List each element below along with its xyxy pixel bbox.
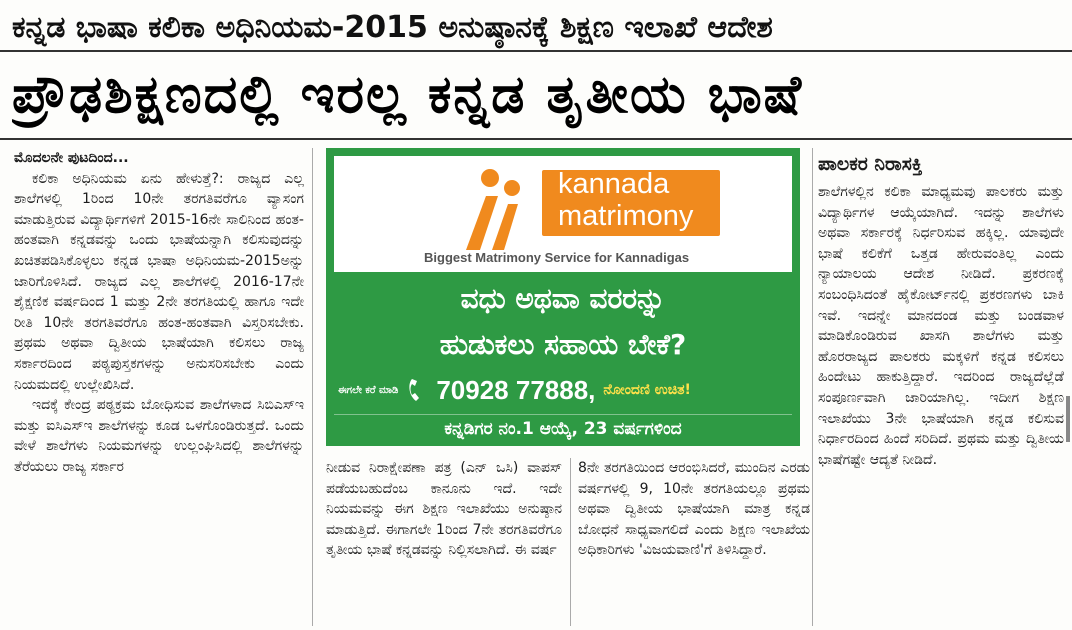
paragraph: ಇದಕ್ಕೆ ಕೇಂದ್ರ ಪಠ್ಯಕ್ರಮ ಬೋಧಿಸುವ ಶಾಲೆಗಳಾದ ಸಿಬಿಎಸ್‌ಇ ಮತ್ತು ಐಸಿಎಸ್‌ಇ ಶಾಲೆಗಳನ್ನು ಕೂಡ ಒಳಗೊಂಡಿರುತ್ತದೆ. ಒಂದು ವೇಳೆ ಶಾಲೆಗಳು ನಿಯಮಗಳನ್ನು ಉಲ್ಲಂಘಿಸಿದಲ್ಲಿ ಶಾಲೆಗಳನ್ನು ತೆರೆಯಲು ರಾಜ್ಯ ಸರ್ಕಾರ	[14, 397, 304, 475]
ad-footer: ಕನ್ನಡಿಗರ ನಂ.1 ಆಯ್ಕೆ, 23 ವರ್ಷಗಳಿಂದ	[334, 414, 792, 443]
ad-logo-panel	[334, 156, 792, 272]
couple-logo-icon	[452, 164, 542, 254]
continued-label: ಮೊದಲನೇ ಪುಟದಿಂದ...	[14, 150, 129, 166]
article-column-4	[818, 150, 1064, 626]
free-registration: ನೋಂದಣಿ ಉಚಿತ!	[603, 382, 691, 398]
phone-icon	[406, 377, 428, 403]
paragraph: 8ನೇ ತರಗತಿಯಿಂದ ಆರಂಭಿಸಿದರೆ, ಮುಂದಿನ ಎರಡು ವರ್ಷಗಳಲ್ಲಿ 9, 10ನೇ ತರಗತಿಯಲ್ಲೂ ಪ್ರಥಮ ಅಥವಾ ದ್ವಿತೀಯ ಭಾಷೆಯಾಗಿ ಮಾತ್ರ ಕನ್ನಡ ಬೋಧನೆ ಸಾಧ್ಯವಾಗಲಿದೆ ಎಂದು ಶಿಕ್ಷಣ ಇಲಾಖೆಯ ಅಧಿಕಾರಿಗಳು 'ವಿಜಯವಾಣಿ'ಗೆ ತಿಳಿಸಿದ್ದಾರೆ.	[578, 460, 810, 559]
phone-number[interactable]: 70928 77888,	[436, 374, 596, 405]
divider-bottom	[0, 138, 1072, 140]
ad-question	[334, 276, 792, 368]
ad-phone-row[interactable]	[334, 370, 792, 410]
call-label: ಈಗಲೇ ಕರೆ ಮಾಡಿ	[338, 384, 399, 396]
kicker-headline: ಕನ್ನಡ ಭಾಷಾ ಕಲಿಕಾ ಅಧಿನಿಯಮ-2015 ಅನುಷ್ಠಾನಕ್ಕೆ ಶಿಕ್ಷಣ ಇಲಾಖೆ ಆದೇಶ	[12, 10, 773, 45]
article-column-1	[14, 148, 304, 626]
advertisement[interactable]	[326, 148, 800, 446]
paragraph: ನೀಡುವ ನಿರಾಕ್ಷೇಪಣಾ ಪತ್ರ (ಎನ್ ಒಸಿ) ವಾಪಸ್ ಪಡೆಯಬಹುದೆಂಬ ಕಾನೂನು ಇದೆ. ಇದೇ ನಿಯಮವನ್ನು ಈಗ ಶಿಕ್ಷಣ ಇಲಾಖೆಯು ಅನುಷ್ಠಾನ ಮಾಡುತ್ತಿದೆ. ಈಗಾಗಲೇ 1ರಿಂದ 7ನೇ ತರಗತಿವರೆಗೂ ತೃತೀಯ ಭಾಷೆ ಕನ್ನಡವನ್ನು ನಿಲ್ಲಿಸಲಾಗಿದೆ. ಈ ವರ್ಷ	[326, 460, 562, 559]
brand-name	[544, 168, 724, 232]
article-column-3	[578, 458, 810, 626]
divider-top	[0, 50, 1072, 52]
brand-line-2: matrimony	[558, 200, 694, 232]
scrollbar[interactable]	[1066, 396, 1070, 442]
main-headline: ಪ್ರೌಢಶಿಕ್ಷಣದಲ್ಲಿ ಇರಲ್ಲ ಕನ್ನಡ ತೃತೀಯ ಭಾಷೆ	[12, 65, 804, 125]
column-separator	[570, 458, 571, 626]
ad-question-line-1: ವಧು ಅಥವಾ ವರರನ್ನು	[460, 282, 666, 315]
ad-question-line-2: ಹುಡುಕಲು ಸಹಾಯ ಬೇಕೆ?	[439, 328, 687, 361]
brand-line-1: kannada	[558, 168, 670, 200]
ad-tagline: Biggest Matrimony Service for Kannadigas	[424, 250, 690, 265]
subheading: ಪಾಲಕರ ನಿರಾಸಕ್ತಿ	[818, 153, 923, 175]
column-separator	[312, 148, 313, 626]
article-column-2	[326, 458, 562, 626]
paragraph: ಶಾಲೆಗಳಲ್ಲಿನ ಕಲಿಕಾ ಮಾಧ್ಯಮವು ಪಾಲಕರು ಮತ್ತು ವಿದ್ಯಾರ್ಥಿಗಳ ಆಯ್ಕೆಯಾಗಿದೆ. ಇದನ್ನು ಶಾಲೆಗಳು ಅಥವಾ ಸರ್ಕಾರಕ್ಕೆ ನಿರ್ಧರಿಸುವ ಹಕ್ಕಿಲ್ಲ. ಯಾವುದೇ ಭಾಷೆ ಕಲಿಕೆಗೆ ಒತ್ತಡ ಹೇರುವಂತಿಲ್ಲ ಎಂದು ನ್ಯಾಯಾಲಯ ಆದೇಶ ನೀಡಿದೆ. ಪ್ರಕರಣಕ್ಕೆ ಸಂಬಂಧಿಸಿದಂತೆ ಹೈಕೋರ್ಟ್‌ನಲ್ಲಿ ಪ್ರಕರಣಗಳು ಬಾಕಿ ಇವೆ. ಇದನ್ನೇ ಮಾನದಂಡ ಮತ್ತು ಬಂಡವಾಳ ಮಾಡಿಕೊಂಡಿರುವ ಖಾಸಗಿ ಶಾಲೆಗಳು ಮತ್ತು ಹೊರರಾಜ್ಯದ ಪಾಲಕರು ಮಕ್ಕಳಿಗೆ ಕನ್ನಡ ಕಲಿಸಲು ಹಿಂದೇಟು ಹಾಕುತ್ತಿದ್ದಾರೆ. ಇದರಿಂದ ರಾಜ್ಯದೆಲ್ಲೆಡೆ ಸಂಪೂರ್ಣವಾಗಿ ಜಾರಿಯಾಗಿಲ್ಲ. ಇದೀಗ ಶಿಕ್ಷಣ ಇಲಾಖೆಯು 3ನೇ ಭಾಷೆಯಾಗಿ ಕನ್ನಡ ಕಲಿಸುವ ನಿರ್ಧಾರದಿಂದ ಹಿಂದೆ ಸರಿದಿದೆ. ಪ್ರಥಮ ಮತ್ತು ದ್ವಿತೀಯ ಭಾಷೆಗಷ್ಟೇ ಆದ್ಯತೆ ನೀಡಿದೆ.	[818, 184, 1064, 468]
column-separator	[812, 148, 813, 626]
paragraph: ಕಲಿಕಾ ಅಧಿನಿಯಮ ಏನು ಹೇಳುತ್ತೆ?: ರಾಜ್ಯದ ಎಲ್ಲ ಶಾಲೆಗಳಲ್ಲಿ 1ರಿಂದ 10ನೇ ತರಗತಿವರೆಗೂ ವ್ಯಾಸಂಗ ಮಾಡುತ್ತಿರುವ ವಿದ್ಯಾರ್ಥಿಗಳಿಗೆ 2015-16ನೇ ಸಾಲಿನಿಂದ ಹಂತ-ಹಂತವಾಗಿ ಕನ್ನಡವನ್ನು ಒಂದು ಭಾಷೆಯನ್ನಾಗಿ ಕಲಿಸುವುದನ್ನು ಖಚಿತಪಡಿಸಿಕೊಳ್ಳಲು ಕನ್ನಡ ಭಾಷಾ ಅಧಿನಿಯಮ-2015ಅನ್ನು ಜಾರಿಗೊಳಿಸಿದೆ. ರಾಜ್ಯದ ಎಲ್ಲ ಶಾಲೆಗಳಲ್ಲಿ 2016-17ನೇ ಶೈಕ್ಷಣಿಕ ವರ್ಷದಿಂದ 1 ಮತ್ತು 2ನೇ ತರಗತಿಯಲ್ಲಿ ಹಾಗೂ ಇದೇ ರೀತಿ 10ನೇ ತರಗತಿವರೆಗೂ ಹಂತ-ಹಂತವಾಗಿ ವಿಸ್ತರಿಸಬೇಕು. ಪ್ರಥಮ ಅಥವಾ ದ್ವಿತೀಯ ಭಾಷೆಯಾಗಿ ಕಲಿಸಲು ರಾಜ್ಯ ಸರ್ಕಾರದಿಂದ ಪಠ್ಯಪುಸ್ತಕಗಳನ್ನು ಅನುಸರಿಸಬೇಕು ಎಂದು ನಿಯಮದಲ್ಲಿ ಉಲ್ಲೇಖಿಸಿದೆ.	[14, 170, 304, 393]
